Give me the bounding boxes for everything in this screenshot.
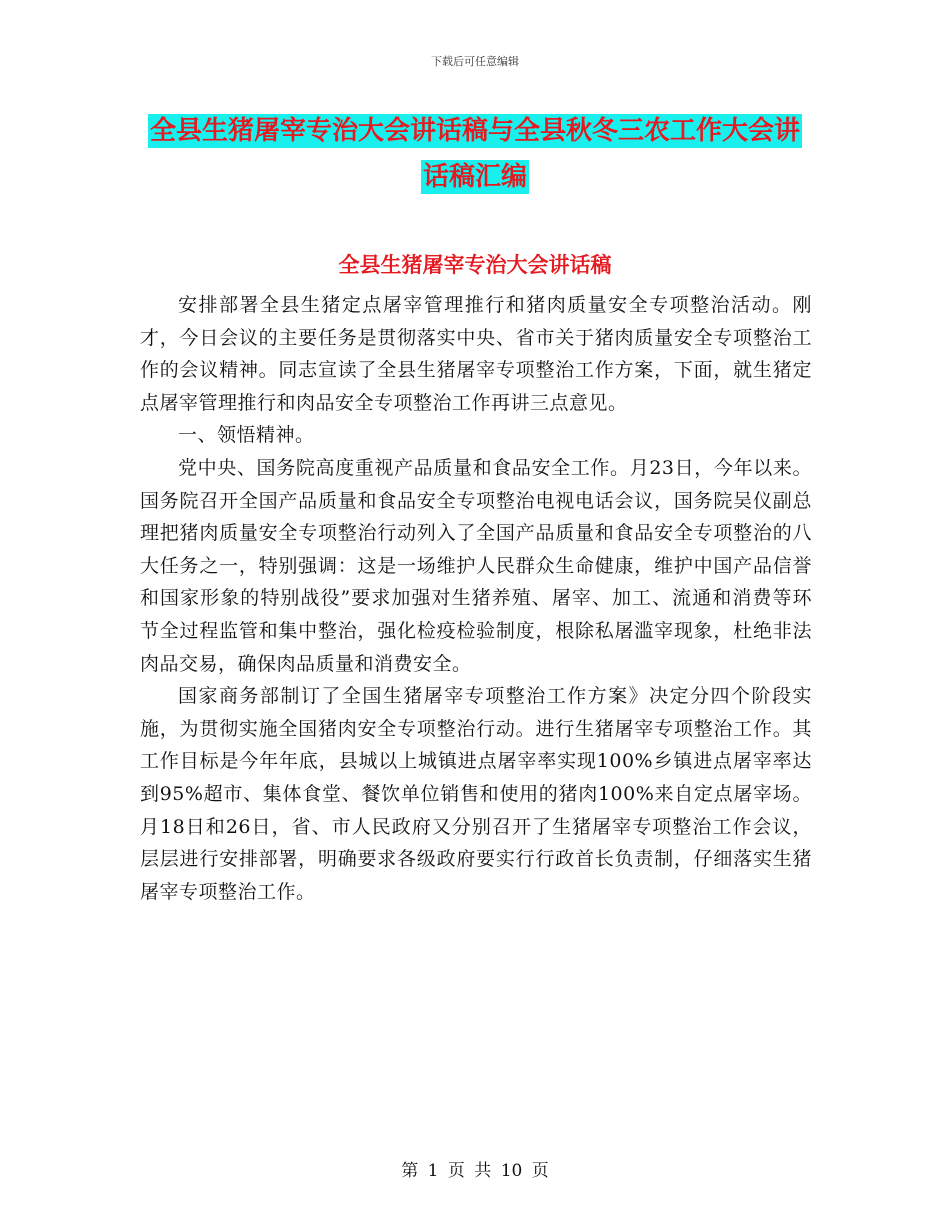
section-title: 全县生猪屠宰专治大会讲话稿 xyxy=(338,253,612,277)
paragraph-intro: 安排部署全县生猪定点屠宰管理推行和猪肉质量安全专项整治活动。刚才，今日会议的主要任务是贯彻落实中央、省市关于猪肉质量安全专项整治工作的会议精神。同志宣读了全县生猪屠宰专项整治工作方案，下面，就生猪定点屠宰管理推行和肉品安全专项整治工作再讲三点意见。 xyxy=(140,294,812,414)
paragraph-heading-one: 一、领悟精神。 xyxy=(178,424,315,447)
document-body xyxy=(140,289,812,908)
paragraph-ministry-plan: 国家商务部制订了全国生猪屠宰专项整治工作方案》决定分四个阶段实施，为贯彻实施全国猪肉安全专项整治行动。进行生猪屠宰专项整治工作。其工作目标是今年年底，县城以上城镇进点屠宰率实现100%乡镇进点屠宰率达到95%超市、集体食堂、餐饮单位销售和使用的猪肉100%来自定点屠宰场。月18日和26日，省、市人民政府又分别召开了生猪屠宰专项整治工作会议，层层进行安排部署，明确要求各级政府要实行行政首长负责制，仔细落实生猪屠宰专项整治工作。 xyxy=(140,685,812,903)
paragraph-central-policy: 党中央、国务院高度重视产品质量和食品安全工作。月23日，今年以来。国务院召开全国产品质量和食品安全专项整治电视电话会议，国务院吴仪副总理把猪肉质量安全专项整治行动列入了全国产品质量和食品安全专项整治的八大任务之一，特别强调：这是一场维护人民群众生命健康，维护中国产品信誉和国家形象的特别战役”要求加强对生猪养殖、屠宰、加工、流通和消费等环节全过程监管和集中整治，强化检疫检验制度，根除私屠滥宰现象，杜绝非法肉品交易，确保肉品质量和消费安全。 xyxy=(140,456,812,675)
page-footer: 第 1 页 共 10 页 xyxy=(401,1161,549,1181)
document-title-text: 全县生猪屠宰专治大会讲话稿与全县秋冬三农工作大会讲话稿汇编 xyxy=(149,116,800,192)
document-title xyxy=(140,108,810,200)
header-note: 下载后可任意编辑 xyxy=(431,55,519,68)
